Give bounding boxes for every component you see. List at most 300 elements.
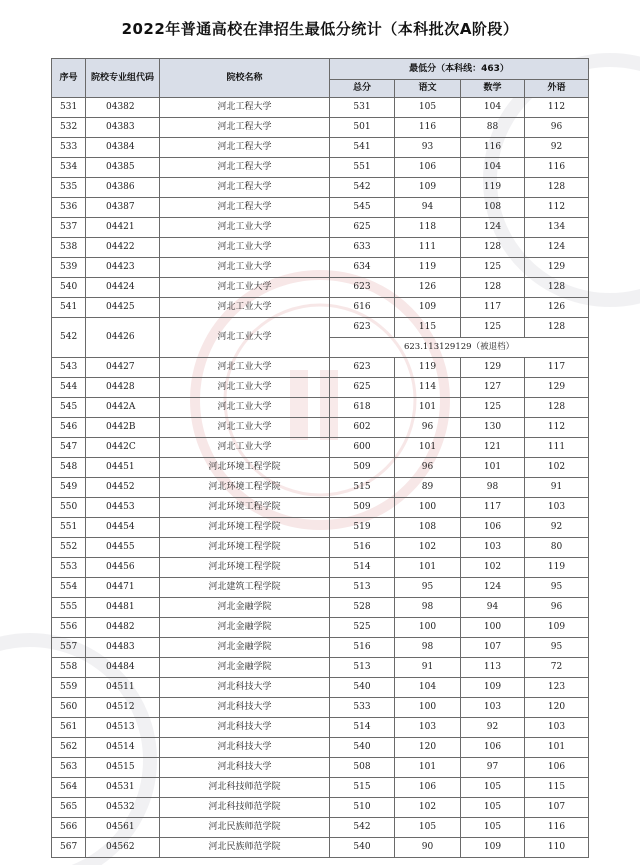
- cell-math: 113: [461, 658, 525, 678]
- table-row: [52, 378, 589, 398]
- cell-total: 551: [330, 158, 395, 178]
- cell-seq: 559: [52, 678, 86, 698]
- cell-chinese: 96: [395, 418, 461, 438]
- cell-foreign: 106: [525, 758, 589, 778]
- cell-school: 河北金融学院: [160, 618, 330, 638]
- cell-total: 634: [330, 258, 395, 278]
- cell-foreign: 129: [525, 378, 589, 398]
- cell-total: 515: [330, 478, 395, 498]
- cell-code: 0442C: [86, 438, 160, 458]
- cell-chinese: 102: [395, 538, 461, 558]
- cell-code: 04454: [86, 518, 160, 538]
- cell-math: 125: [461, 258, 525, 278]
- cell-total: 625: [330, 378, 395, 398]
- cell-chinese: 104: [395, 678, 461, 698]
- cell-code: 04425: [86, 298, 160, 318]
- table-row: [52, 618, 589, 638]
- cell-seq: 562: [52, 738, 86, 758]
- cell-foreign: 107: [525, 798, 589, 818]
- table-row: [52, 178, 589, 198]
- cell-math: 119: [461, 178, 525, 198]
- table-row: [52, 218, 589, 238]
- cell-code: 04383: [86, 118, 160, 138]
- cell-school: 河北工业大学: [160, 318, 330, 358]
- cell-school: 河北工业大学: [160, 218, 330, 238]
- cell-total: 533: [330, 698, 395, 718]
- header-total: 总分: [330, 80, 395, 98]
- cell-chinese: 116: [395, 118, 461, 138]
- cell-code: 04513: [86, 718, 160, 738]
- cell-foreign: 116: [525, 158, 589, 178]
- cell-total: 623: [330, 358, 395, 378]
- cell-math: 107: [461, 638, 525, 658]
- cell-foreign: 128: [525, 318, 589, 338]
- cell-seq: 533: [52, 138, 86, 158]
- cell-math: 124: [461, 218, 525, 238]
- cell-code: 04515: [86, 758, 160, 778]
- cell-school: 河北科技大学: [160, 718, 330, 738]
- header-min-score: 最低分（本科线：463）: [330, 59, 589, 80]
- table-row: [52, 698, 589, 718]
- cell-total: 618: [330, 398, 395, 418]
- score-table: [51, 58, 589, 858]
- cell-chinese: 100: [395, 498, 461, 518]
- cell-chinese: 118: [395, 218, 461, 238]
- cell-total: 542: [330, 818, 395, 838]
- cell-total: 513: [330, 658, 395, 678]
- cell-foreign: 109: [525, 618, 589, 638]
- table-row: [52, 818, 589, 838]
- cell-seq: 541: [52, 298, 86, 318]
- cell-math: 104: [461, 98, 525, 118]
- table-row: [52, 418, 589, 438]
- cell-seq: 550: [52, 498, 86, 518]
- cell-foreign: 103: [525, 498, 589, 518]
- cell-school: 河北工程大学: [160, 138, 330, 158]
- cell-math: 102: [461, 558, 525, 578]
- table-row: [52, 838, 589, 858]
- cell-code: 04512: [86, 698, 160, 718]
- cell-chinese: 108: [395, 518, 461, 538]
- cell-math: 109: [461, 678, 525, 698]
- cell-total: 513: [330, 578, 395, 598]
- cell-foreign: 116: [525, 818, 589, 838]
- cell-school: 河北环境工程学院: [160, 498, 330, 518]
- cell-chinese: 89: [395, 478, 461, 498]
- cell-seq: 548: [52, 458, 86, 478]
- header-chinese: 语文: [395, 80, 461, 98]
- cell-chinese: 101: [395, 438, 461, 458]
- cell-total: 516: [330, 638, 395, 658]
- cell-foreign: 123: [525, 678, 589, 698]
- cell-math: 106: [461, 518, 525, 538]
- cell-foreign: 72: [525, 658, 589, 678]
- cell-math: 92: [461, 718, 525, 738]
- cell-code: 04514: [86, 738, 160, 758]
- cell-foreign: 128: [525, 178, 589, 198]
- cell-school: 河北工业大学: [160, 238, 330, 258]
- table-row: [52, 278, 589, 298]
- cell-total: 602: [330, 418, 395, 438]
- cell-math: 128: [461, 278, 525, 298]
- cell-seq: 537: [52, 218, 86, 238]
- cell-code: 04482: [86, 618, 160, 638]
- cell-total: 540: [330, 738, 395, 758]
- table-row: [52, 158, 589, 178]
- table-row: [52, 198, 589, 218]
- cell-chinese: 94: [395, 198, 461, 218]
- cell-total: 514: [330, 558, 395, 578]
- cell-seq: 543: [52, 358, 86, 378]
- cell-math: 104: [461, 158, 525, 178]
- cell-seq: 563: [52, 758, 86, 778]
- cell-code: 04484: [86, 658, 160, 678]
- cell-total: 509: [330, 458, 395, 478]
- cell-math: 100: [461, 618, 525, 638]
- cell-code: 04387: [86, 198, 160, 218]
- table-row: [52, 578, 589, 598]
- cell-total: 633: [330, 238, 395, 258]
- cell-school: 河北工程大学: [160, 198, 330, 218]
- cell-code: 04561: [86, 818, 160, 838]
- cell-code: 04481: [86, 598, 160, 618]
- cell-chinese: 114: [395, 378, 461, 398]
- cell-chinese: 100: [395, 698, 461, 718]
- cell-foreign: 80: [525, 538, 589, 558]
- cell-code: 04384: [86, 138, 160, 158]
- cell-chinese: 101: [395, 398, 461, 418]
- cell-math: 117: [461, 498, 525, 518]
- cell-seq: 560: [52, 698, 86, 718]
- cell-foreign: 92: [525, 138, 589, 158]
- cell-seq: 564: [52, 778, 86, 798]
- table-row: [52, 678, 589, 698]
- cell-math: 103: [461, 698, 525, 718]
- table-row: [52, 318, 589, 338]
- cell-code: 04382: [86, 98, 160, 118]
- cell-code: 04424: [86, 278, 160, 298]
- cell-seq: 556: [52, 618, 86, 638]
- cell-math: 116: [461, 138, 525, 158]
- cell-total: 525: [330, 618, 395, 638]
- cell-total: 528: [330, 598, 395, 618]
- cell-code: 04471: [86, 578, 160, 598]
- cell-foreign: 126: [525, 298, 589, 318]
- cell-total: 540: [330, 838, 395, 858]
- header-code: 院校专业组代码: [86, 59, 160, 98]
- cell-school: 河北金融学院: [160, 598, 330, 618]
- cell-code: 0442B: [86, 418, 160, 438]
- cell-foreign: 102: [525, 458, 589, 478]
- cell-foreign: 112: [525, 418, 589, 438]
- cell-school: 河北工程大学: [160, 178, 330, 198]
- cell-math: 129: [461, 358, 525, 378]
- cell-total: 540: [330, 678, 395, 698]
- table-row: [52, 798, 589, 818]
- cell-total: 516: [330, 538, 395, 558]
- cell-chinese: 100: [395, 618, 461, 638]
- cell-chinese: 109: [395, 298, 461, 318]
- cell-math: 121: [461, 438, 525, 458]
- cell-school: 河北建筑工程学院: [160, 578, 330, 598]
- cell-seq: 557: [52, 638, 86, 658]
- cell-math: 101: [461, 458, 525, 478]
- cell-foreign: 95: [525, 638, 589, 658]
- table-body: [52, 98, 589, 858]
- cell-school: 河北科技大学: [160, 738, 330, 758]
- cell-school: 河北科技大学: [160, 758, 330, 778]
- cell-note: 623.113129129（被退档）: [330, 338, 589, 358]
- cell-math: 109: [461, 838, 525, 858]
- cell-code: 04428: [86, 378, 160, 398]
- table-row: [52, 638, 589, 658]
- cell-foreign: 117: [525, 358, 589, 378]
- cell-school: 河北环境工程学院: [160, 478, 330, 498]
- cell-foreign: 92: [525, 518, 589, 538]
- cell-school: 河北工业大学: [160, 298, 330, 318]
- cell-chinese: 120: [395, 738, 461, 758]
- cell-foreign: 119: [525, 558, 589, 578]
- cell-total: 623: [330, 318, 395, 338]
- cell-code: 04422: [86, 238, 160, 258]
- cell-foreign: 134: [525, 218, 589, 238]
- cell-chinese: 106: [395, 158, 461, 178]
- table-row: [52, 738, 589, 758]
- cell-total: 625: [330, 218, 395, 238]
- cell-chinese: 96: [395, 458, 461, 478]
- table-row: [52, 558, 589, 578]
- cell-school: 河北科技大学: [160, 698, 330, 718]
- cell-code: 04452: [86, 478, 160, 498]
- cell-seq: 535: [52, 178, 86, 198]
- cell-code: 04483: [86, 638, 160, 658]
- cell-total: 600: [330, 438, 395, 458]
- cell-chinese: 106: [395, 778, 461, 798]
- cell-chinese: 101: [395, 558, 461, 578]
- cell-code: 04453: [86, 498, 160, 518]
- cell-seq: 549: [52, 478, 86, 498]
- cell-school: 河北金融学院: [160, 658, 330, 678]
- cell-seq: 538: [52, 238, 86, 258]
- cell-chinese: 126: [395, 278, 461, 298]
- cell-chinese: 102: [395, 798, 461, 818]
- cell-code: 04426: [86, 318, 160, 358]
- cell-code: 04423: [86, 258, 160, 278]
- cell-foreign: 129: [525, 258, 589, 278]
- cell-total: 508: [330, 758, 395, 778]
- cell-school: 河北工业大学: [160, 438, 330, 458]
- table-row: [52, 758, 589, 778]
- cell-foreign: 128: [525, 398, 589, 418]
- cell-chinese: 119: [395, 258, 461, 278]
- cell-foreign: 111: [525, 438, 589, 458]
- cell-seq: 534: [52, 158, 86, 178]
- cell-math: 125: [461, 318, 525, 338]
- cell-chinese: 95: [395, 578, 461, 598]
- cell-code: 04385: [86, 158, 160, 178]
- cell-school: 河北工业大学: [160, 418, 330, 438]
- cell-total: 510: [330, 798, 395, 818]
- cell-chinese: 91: [395, 658, 461, 678]
- table-row: [52, 238, 589, 258]
- table-row: [52, 298, 589, 318]
- table-row: [52, 398, 589, 418]
- cell-foreign: 96: [525, 118, 589, 138]
- cell-total: 515: [330, 778, 395, 798]
- cell-math: 88: [461, 118, 525, 138]
- cell-foreign: 115: [525, 778, 589, 798]
- cell-code: 04456: [86, 558, 160, 578]
- table-row: [52, 438, 589, 458]
- cell-total: 519: [330, 518, 395, 538]
- table-row: [52, 258, 589, 278]
- cell-foreign: 95: [525, 578, 589, 598]
- cell-seq: 536: [52, 198, 86, 218]
- cell-school: 河北工业大学: [160, 358, 330, 378]
- cell-total: 616: [330, 298, 395, 318]
- cell-math: 108: [461, 198, 525, 218]
- page-title: 2022年普通高校在津招生最低分统计（本科批次A阶段）: [121, 20, 519, 38]
- cell-math: 124: [461, 578, 525, 598]
- cell-math: 128: [461, 238, 525, 258]
- cell-total: 509: [330, 498, 395, 518]
- cell-chinese: 101: [395, 758, 461, 778]
- cell-code: 04386: [86, 178, 160, 198]
- cell-foreign: 96: [525, 598, 589, 618]
- cell-chinese: 119: [395, 358, 461, 378]
- cell-math: 127: [461, 378, 525, 398]
- cell-chinese: 103: [395, 718, 461, 738]
- table-row: [52, 598, 589, 618]
- cell-foreign: 120: [525, 698, 589, 718]
- cell-school: 河北工业大学: [160, 278, 330, 298]
- cell-chinese: 90: [395, 838, 461, 858]
- cell-school: 河北科技师范学院: [160, 778, 330, 798]
- cell-seq: 545: [52, 398, 86, 418]
- cell-chinese: 105: [395, 98, 461, 118]
- cell-math: 106: [461, 738, 525, 758]
- cell-chinese: 115: [395, 318, 461, 338]
- cell-math: 117: [461, 298, 525, 318]
- cell-math: 98: [461, 478, 525, 498]
- cell-school: 河北工业大学: [160, 398, 330, 418]
- cell-math: 105: [461, 818, 525, 838]
- cell-math: 105: [461, 798, 525, 818]
- cell-school: 河北工程大学: [160, 158, 330, 178]
- cell-chinese: 93: [395, 138, 461, 158]
- table-row: [52, 118, 589, 138]
- cell-seq: 546: [52, 418, 86, 438]
- cell-code: 04455: [86, 538, 160, 558]
- cell-seq: 561: [52, 718, 86, 738]
- cell-code: 04532: [86, 798, 160, 818]
- cell-school: 河北科技大学: [160, 678, 330, 698]
- cell-code: 0442A: [86, 398, 160, 418]
- cell-school: 河北金融学院: [160, 638, 330, 658]
- cell-code: 04451: [86, 458, 160, 478]
- cell-total: 541: [330, 138, 395, 158]
- cell-foreign: 110: [525, 838, 589, 858]
- cell-seq: 539: [52, 258, 86, 278]
- cell-school: 河北工程大学: [160, 98, 330, 118]
- cell-math: 103: [461, 538, 525, 558]
- cell-seq: 551: [52, 518, 86, 538]
- cell-seq: 553: [52, 558, 86, 578]
- header-seq: 序号: [52, 59, 86, 98]
- cell-chinese: 98: [395, 598, 461, 618]
- header-foreign: 外语: [525, 80, 589, 98]
- cell-foreign: 112: [525, 198, 589, 218]
- cell-seq: 566: [52, 818, 86, 838]
- cell-chinese: 98: [395, 638, 461, 658]
- header-math: 数学: [461, 80, 525, 98]
- table-row: [52, 478, 589, 498]
- cell-seq: 540: [52, 278, 86, 298]
- cell-math: 125: [461, 398, 525, 418]
- cell-math: 97: [461, 758, 525, 778]
- cell-school: 河北工程大学: [160, 118, 330, 138]
- cell-total: 623: [330, 278, 395, 298]
- cell-school: 河北环境工程学院: [160, 518, 330, 538]
- cell-chinese: 109: [395, 178, 461, 198]
- cell-foreign: 124: [525, 238, 589, 258]
- cell-code: 04511: [86, 678, 160, 698]
- table-row: [52, 498, 589, 518]
- cell-school: 河北环境工程学院: [160, 558, 330, 578]
- cell-chinese: 111: [395, 238, 461, 258]
- cell-total: 514: [330, 718, 395, 738]
- cell-seq: 555: [52, 598, 86, 618]
- header-school: 院校名称: [160, 59, 330, 98]
- cell-school: 河北工业大学: [160, 258, 330, 278]
- table-row: [52, 358, 589, 378]
- cell-seq: 542: [52, 318, 86, 358]
- cell-school: 河北科技师范学院: [160, 798, 330, 818]
- cell-foreign: 112: [525, 98, 589, 118]
- cell-foreign: 128: [525, 278, 589, 298]
- table-row: [52, 518, 589, 538]
- cell-school: 河北环境工程学院: [160, 538, 330, 558]
- cell-seq: 567: [52, 838, 86, 858]
- cell-code: 04427: [86, 358, 160, 378]
- table-row: [52, 458, 589, 478]
- table-row: [52, 778, 589, 798]
- cell-code: 04421: [86, 218, 160, 238]
- table-row: [52, 538, 589, 558]
- cell-seq: 558: [52, 658, 86, 678]
- cell-code: 04531: [86, 778, 160, 798]
- cell-school: 河北民族师范学院: [160, 838, 330, 858]
- table-row: [52, 718, 589, 738]
- table-row: [52, 658, 589, 678]
- cell-code: 04562: [86, 838, 160, 858]
- cell-math: 130: [461, 418, 525, 438]
- table-row: [52, 98, 589, 118]
- cell-seq: 531: [52, 98, 86, 118]
- cell-seq: 547: [52, 438, 86, 458]
- cell-total: 531: [330, 98, 395, 118]
- cell-seq: 532: [52, 118, 86, 138]
- cell-total: 545: [330, 198, 395, 218]
- cell-foreign: 103: [525, 718, 589, 738]
- table-row: [52, 138, 589, 158]
- cell-total: 542: [330, 178, 395, 198]
- cell-foreign: 91: [525, 478, 589, 498]
- cell-chinese: 105: [395, 818, 461, 838]
- cell-math: 105: [461, 778, 525, 798]
- cell-seq: 554: [52, 578, 86, 598]
- cell-school: 河北环境工程学院: [160, 458, 330, 478]
